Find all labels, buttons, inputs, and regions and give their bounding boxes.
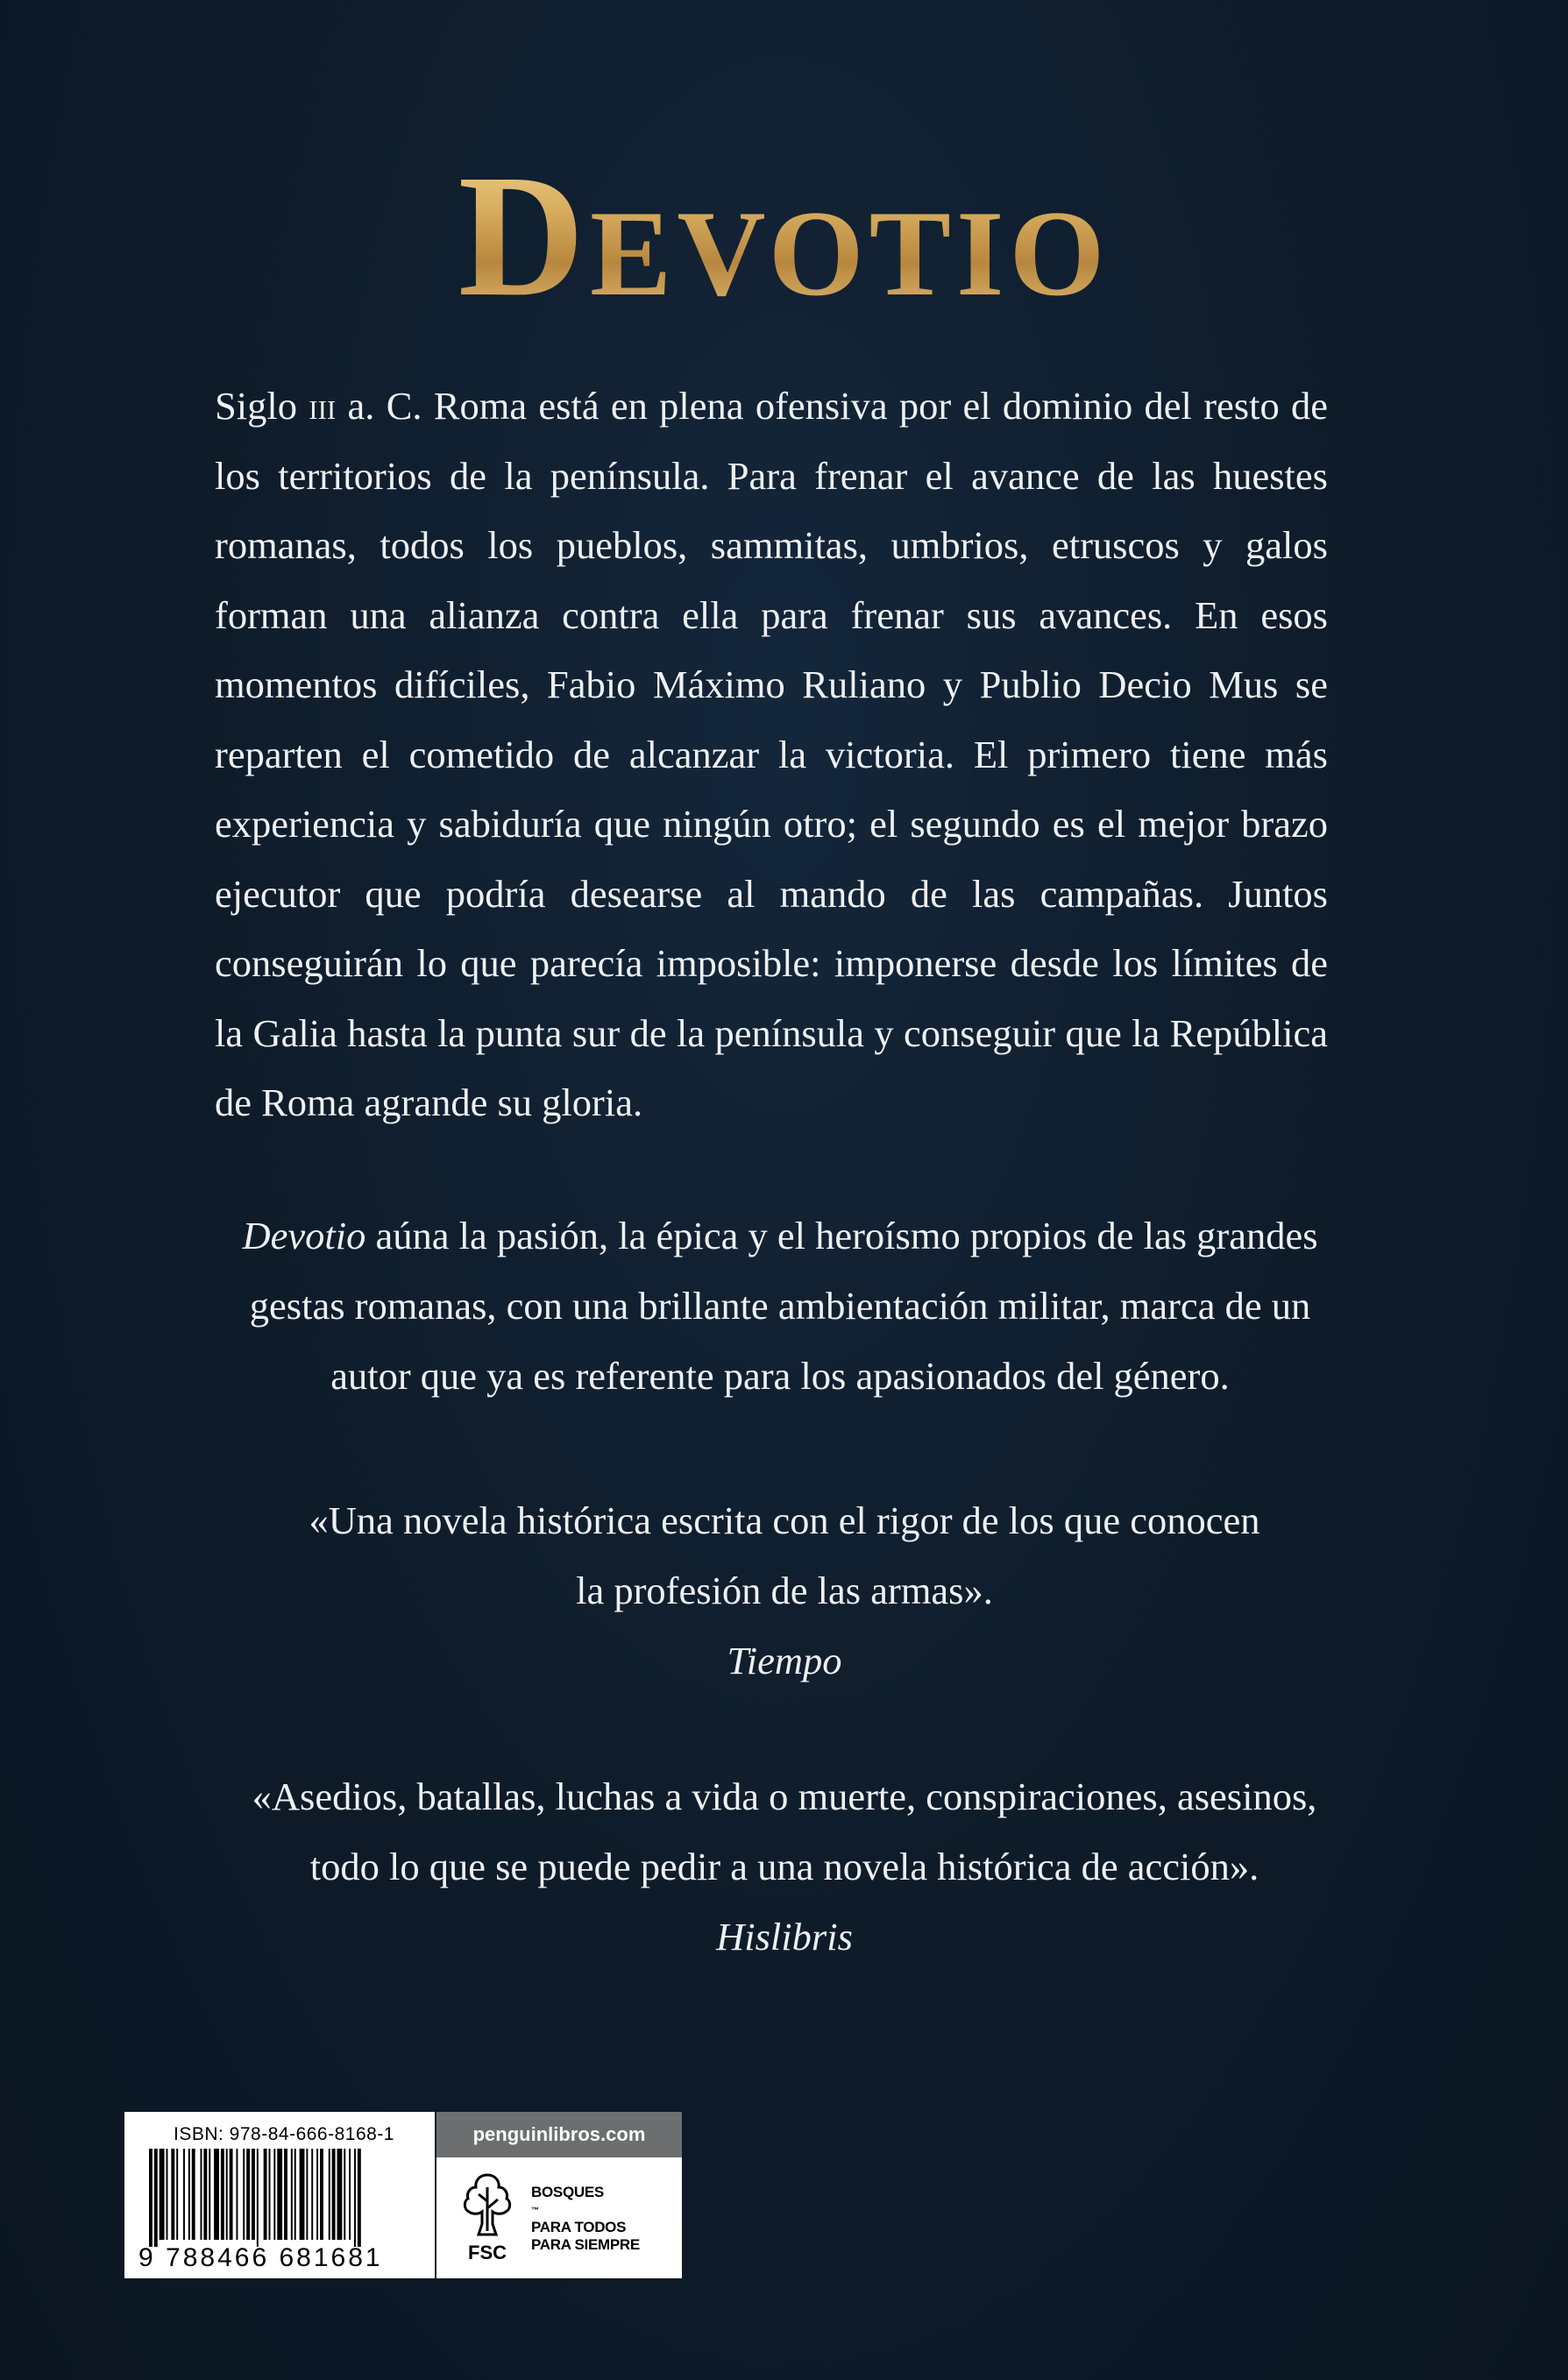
barcode-bar bbox=[176, 2149, 178, 2240]
synopsis-century: iii bbox=[309, 384, 337, 428]
barcode-bar bbox=[269, 2149, 271, 2240]
publisher-info bbox=[436, 2112, 682, 2278]
barcode-bar bbox=[183, 2149, 185, 2240]
barcode-icon bbox=[149, 2149, 421, 2247]
review-quote bbox=[175, 1485, 1394, 1696]
barcode-bar bbox=[332, 2149, 336, 2240]
barcode-bar bbox=[277, 2149, 282, 2240]
barcode-bar bbox=[167, 2149, 168, 2240]
trademark-symbol: ™ bbox=[531, 2206, 539, 2214]
publisher-website: penguinlibros.com bbox=[436, 2112, 682, 2157]
barcode-bar bbox=[252, 2149, 255, 2240]
barcode-bar bbox=[344, 2149, 345, 2240]
tagline-line3: autor que ya es referente para los apasionados del género. bbox=[330, 1354, 1230, 1398]
barcode-bar bbox=[171, 2149, 174, 2240]
barcode-bar bbox=[349, 2149, 351, 2240]
barcode-bar bbox=[160, 2149, 165, 2240]
book-title: Devotio bbox=[0, 149, 1568, 324]
barcode-bar bbox=[243, 2149, 245, 2240]
barcode-bar bbox=[337, 2149, 343, 2240]
barcode-bar bbox=[226, 2149, 228, 2240]
quote-line: «Una novela histórica escrita con el rigor de los que conocen bbox=[309, 1498, 1260, 1542]
barcode-bar bbox=[188, 2149, 190, 2240]
barcode-bar bbox=[154, 2149, 158, 2247]
synopsis-prefix: Siglo bbox=[215, 384, 309, 428]
barcode-bar bbox=[257, 2149, 259, 2247]
barcode-bar bbox=[149, 2149, 153, 2247]
quote-line: todo lo que se puede pedir a una novela histórica de acción». bbox=[309, 1845, 1259, 1888]
barcode-bar bbox=[246, 2149, 250, 2240]
barcode-bar bbox=[209, 2149, 210, 2240]
synopsis-body: a. C. Roma está en plena ofensiva por el dominio del resto de los territorios de la península. Para frenar el avance de las huestes romanas, todos los pueblos, sammitas, umbrios, etruscos y galos forman una alianza contra ella para frenar sus avances. En esos momentos difíciles, Fabio Máximo Ruliano y Publio Decio Mus se reparten el cometido de alcanzar la victoria. El primero tiene más experiencia y sabiduría que ningún otro; el segundo es el mejor brazo ejecutor que podría desearse al mando de las campañas. Juntos conseguirán lo que parecía imposible: imponerse desde los límites de la Galia hasta la punta sur de la península y conseguir que la República de Roma agrande su gloria. bbox=[215, 384, 1328, 1124]
barcode-bar bbox=[300, 2149, 305, 2240]
barcode-bar bbox=[316, 2149, 318, 2240]
tagline-title: Devotio bbox=[242, 1214, 366, 1257]
fsc-slogan-line: PARA TODOS bbox=[531, 2219, 627, 2235]
barcode-bar bbox=[203, 2149, 207, 2240]
barcode-bar bbox=[214, 2149, 219, 2240]
barcode-bar bbox=[273, 2149, 275, 2240]
quote-source: Hislibris bbox=[716, 1915, 853, 1959]
fsc-slogan-line: PARA SIEMPRE bbox=[531, 2236, 640, 2253]
synopsis-paragraph bbox=[215, 372, 1328, 1138]
barcode-bar bbox=[230, 2149, 233, 2240]
barcode-bar bbox=[284, 2149, 287, 2240]
barcode-bar bbox=[192, 2149, 195, 2240]
barcode-bar bbox=[306, 2149, 308, 2240]
barcode-digits: 9 788466 681681 bbox=[138, 2243, 383, 2272]
barcode-bar bbox=[264, 2149, 267, 2240]
barcode-bar bbox=[221, 2149, 224, 2240]
barcode-bar bbox=[311, 2149, 313, 2240]
barcode-bar bbox=[294, 2149, 296, 2240]
barcode-bar bbox=[320, 2149, 323, 2240]
barcode-bar bbox=[236, 2149, 238, 2240]
quote-source: Tiempo bbox=[727, 1639, 842, 1682]
fsc-slogan-line: BOSQUES ™ bbox=[531, 2184, 676, 2219]
barcode-bar bbox=[358, 2149, 361, 2247]
tagline-line1: aúna la pasión, la épica y el heroísmo propios de las grandes bbox=[365, 1214, 1318, 1257]
barcode-bar bbox=[329, 2149, 330, 2240]
tagline-line2: gestas romanas, con una brillante ambientación militar, marca de un bbox=[249, 1284, 1311, 1328]
tagline-paragraph bbox=[210, 1201, 1350, 1411]
barcode-area bbox=[124, 2112, 436, 2278]
fsc-logo bbox=[452, 2170, 522, 2266]
fsc-tree-icon bbox=[452, 2170, 522, 2240]
barcode-bar bbox=[201, 2149, 202, 2240]
quote-line: «Asedios, batallas, luchas a vida o muerte, conspiraciones, asesinos, bbox=[252, 1774, 1317, 1818]
fsc-slogan bbox=[531, 2184, 676, 2254]
barcode-bar bbox=[354, 2149, 356, 2247]
review-quote bbox=[175, 1761, 1394, 1972]
barcode-bar bbox=[291, 2149, 293, 2240]
isbn-number: ISBN: 978-84-666-8168-1 bbox=[174, 2124, 394, 2144]
quote-line: la profesión de las armas». bbox=[576, 1569, 993, 1612]
fsc-label: FSC bbox=[468, 2242, 507, 2263]
isbn-barcode-box bbox=[124, 2112, 682, 2278]
